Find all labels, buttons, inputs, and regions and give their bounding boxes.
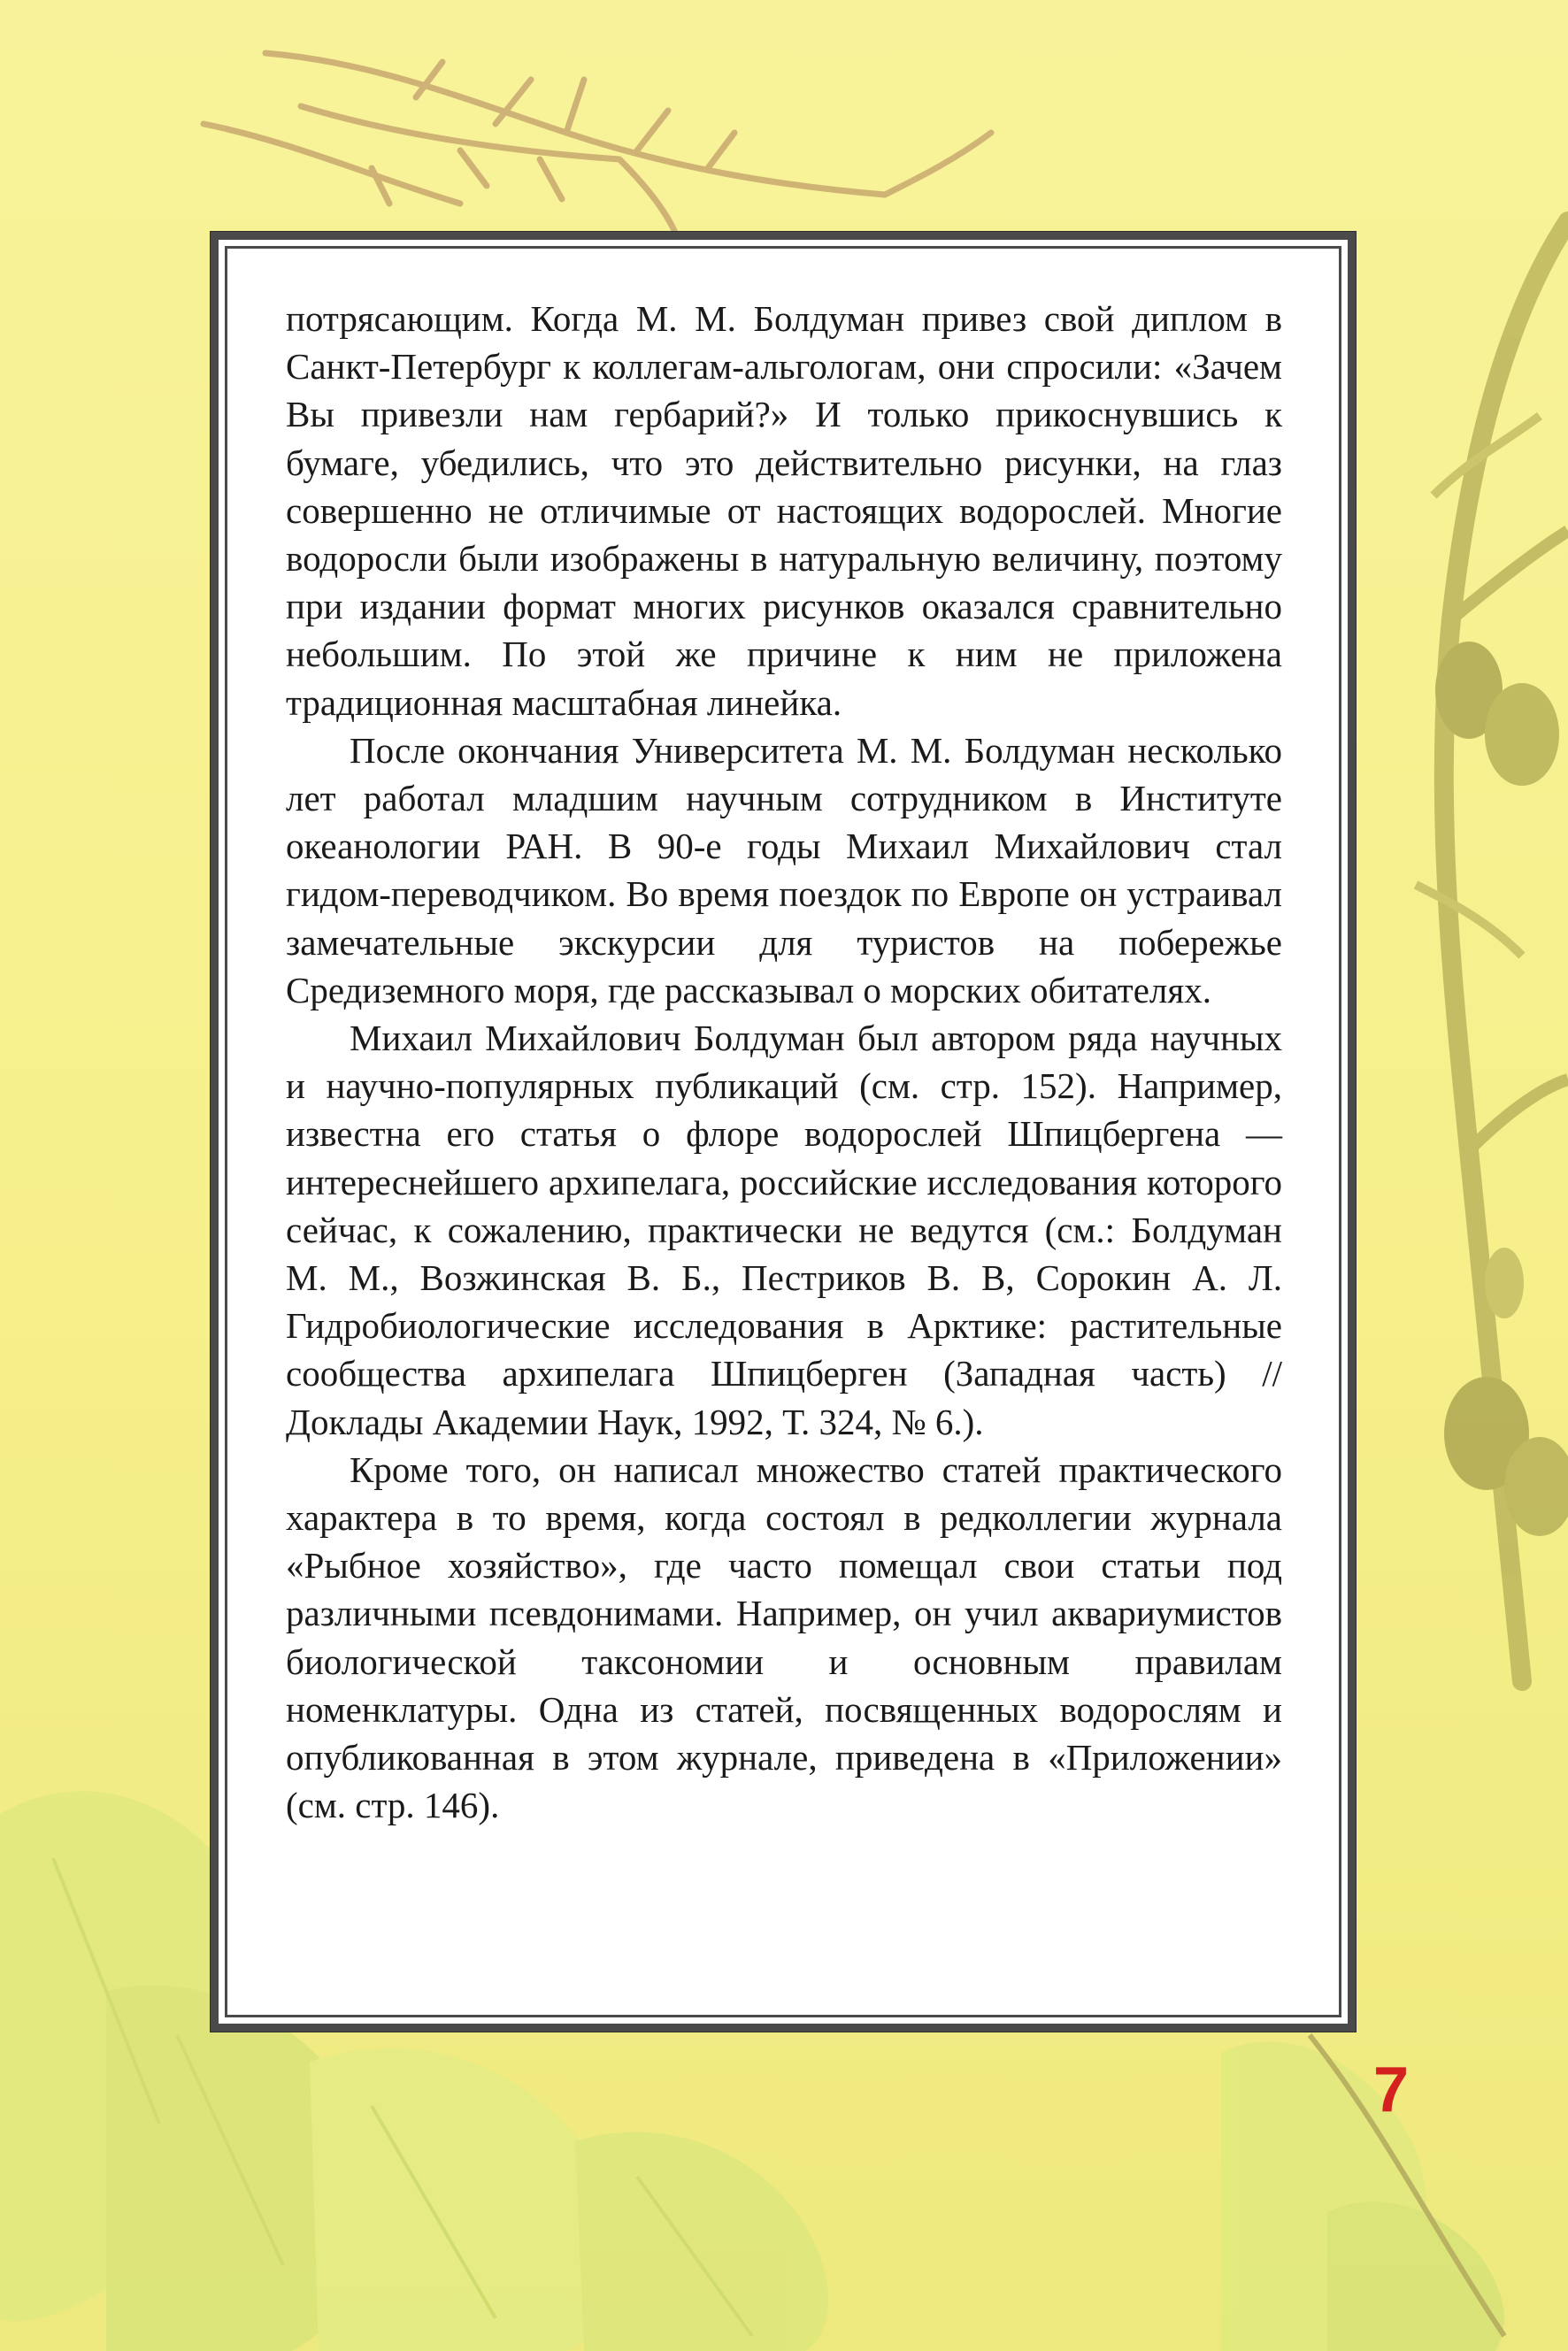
paragraph-2: После окончания Университета М. М. Болдуман несколько лет работал младшим научным сотрудником в Институте океанологии РАН. В 90-е годы Михаил Михайлович стал гидом-переводчиком. Во время поездок по Европе он устраивал замечательные экскурсии для туристов на побережье Средиземного моря, где рассказывал о морских обитателях. (286, 729, 1282, 1010)
kelp-stalk (1416, 221, 1568, 1681)
brown-seaweed-branch (204, 53, 991, 248)
text-content (225, 246, 1341, 2017)
paragraph-3: Михаил Михайлович Болдуман был автором ряда научных и научно-популярных публикаций (см. стр. 152). Например, известна его статья о флоре водорослей Шпицбергена — интереснейшего архипелага, российские исследования которого сейчас, к сожалению, практически не ведутся (см.: Болдуман М. М., Возжинская В. Б., Пестриков В. В, Сорокин А. Л. Гидробиологические исследования в Арктике: растительные сообщества архипелага Шпицберген (Западная часть) // Доклады Академии Наук, 1992, Т. 324, № 6.). (286, 1018, 1282, 1442)
paragraph-1: потрясающим. Когда М. М. Болдуман привез свой диплом в Санкт-Петербург к коллегам-альгологам, они спросили: «Зачем Вы привезли нам гербарий?» И только прикоснувшись к бумаге, убедились, что это действительно рисунки, на глаз совершенно не отличимые от настоящих водорослей. Многие водоросли были изображены в натуральную величину, поэтому при издании формат многих рисунков оказался сравнительно небольшим. По этой же причине к ним не приложена традиционная масштабная линейка. (286, 298, 1282, 723)
text-frame (211, 232, 1356, 2032)
page-number: 7 (1372, 2055, 1409, 2125)
paragraph-4: Кроме того, он написал множество статей практического характера в то время, когда состоял в редколлегии журнала «Рыбное хозяйство», где часто помещал свои статьи под различными псевдонимами. Например, он учил аквариумистов биологической таксономии и основным правилам номенклатуры. Одна из статей, посвященных водорослям и опубликованная в этом журнале, приведена в «Приложении» (см. стр. 146). (286, 1448, 1282, 1826)
